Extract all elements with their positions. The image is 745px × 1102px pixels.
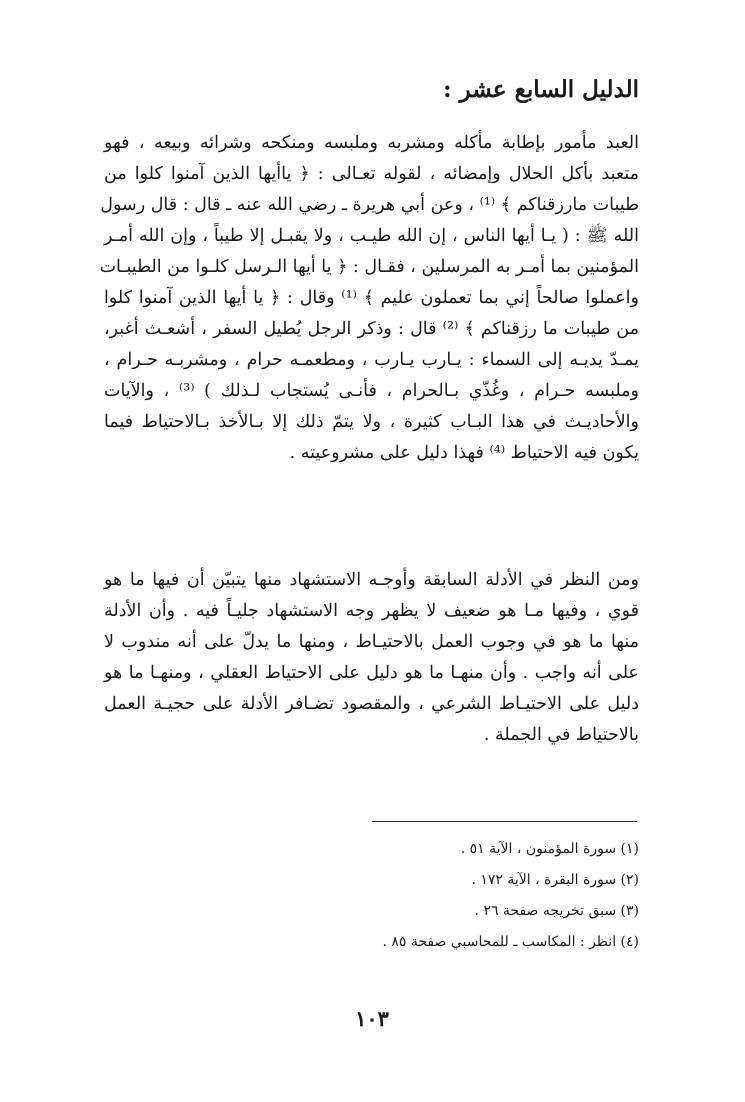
text-line-last: يكون فيه الاحتياط ⁽⁴⁾ فهذا دليل على مشروعيته . (289, 443, 639, 463)
text-line: على أنه واجب . وأن منهـا ما هو دليل على الاحتياط العقلي ، ومنهـا ما هو (104, 663, 639, 683)
section-heading: الدليل السابع عشر : (443, 76, 639, 103)
text-line: متعبد بأكل الحلال وإمضائه ، لقوله تعـالى : ﴿ ياأيها الذين آمنوا كلوا من (104, 164, 639, 184)
footnote-divider (372, 821, 637, 822)
text-line: من طيبات ما رزقناكم ﴾ ⁽²⁾ قال : وذكر الرجل يُطيل السفر ، أشعـث أغبر، (104, 319, 640, 339)
footnote-2: (٢) سورة البقرة ، الآية ١٧٢ . (471, 872, 639, 888)
text-line: طيبات مارزقناكم ﴾ ⁽¹⁾ ، وعن أبي هريرة ـ رضي الله عنه ـ قال : قال رسول (100, 195, 639, 215)
text-line: المؤمنين بما أمـر به المرسلين ، فقـال : ﴿ يا أيها الـرسل كلـوا من الطيبـات (99, 257, 639, 277)
text-line-last: بالاحتياط في الجملة . (483, 725, 639, 745)
text-line: منها ما هو في وجوب العمل بالاحتيـاط ، ومنها ما يدلّ على أنه مندوب لا (104, 632, 639, 652)
text-line: وملبسه حـرام ، وغُذّي بـالحرام ، فأنـى يُستجاب لـذلك ) ⁽³⁾ ، والآيات (104, 381, 639, 401)
text-line: قوي ، وفيها مـا هو ضعيف لا يظهر وجه الاستشهاد جليـاً فيه . وأن الأدلة (104, 601, 639, 621)
footnote-1: (١) سورة المؤمنون ، الآية ٥١ . (460, 841, 639, 857)
paragraph-1 (99, 128, 640, 469)
footnotes (104, 834, 639, 958)
text-line: والأحاديـث في هذا البـاب كثيرة ، ولا يتمّ ذلك إلا بـالأخذ بـالاحتياط فيما (104, 412, 639, 432)
text-line: دليل على الاحتيـاط الشرعي ، والمقصود تضـافر الأدلة على حجيـة العمل (104, 694, 639, 714)
paragraph-2 (104, 565, 639, 751)
footnote-3: (٣) سبق تخريجه صفحة ٢٦ . (474, 903, 639, 919)
footnote-4: (٤) انظر : المكاسب ـ للمحاسبي صفحة ٨٥ . (382, 934, 639, 950)
text-line: واعملوا صالحاً إني بما تعملون عليم ﴾ ⁽¹⁾ وقال : ﴿ يا أيها الذين آمنوا كلوا (104, 288, 639, 308)
page-number: ١٠٣ (355, 1006, 389, 1031)
text-line: الله ﷺ : ( يـا أيها الناس ، إن الله طيـب ، ولا يقبـل إلا طيباً ، وإن الله أمـر (104, 226, 639, 246)
text-line: العبد مأمور بإطابة مأكله ومشربه وملبسه ومنكحه وشرائه وبيعه ، فهو (104, 133, 639, 153)
text-line: ومن النظر في الأدلة السابقة وأوجـه الاستشهاد منها يتبيّن أن فيها ما هو (104, 570, 639, 590)
text-line: يمـدّ يديـه إلى السماء : يـارب يـارب ، ومطعمـه حرام ، ومشربـه حـرام ، (104, 350, 639, 370)
